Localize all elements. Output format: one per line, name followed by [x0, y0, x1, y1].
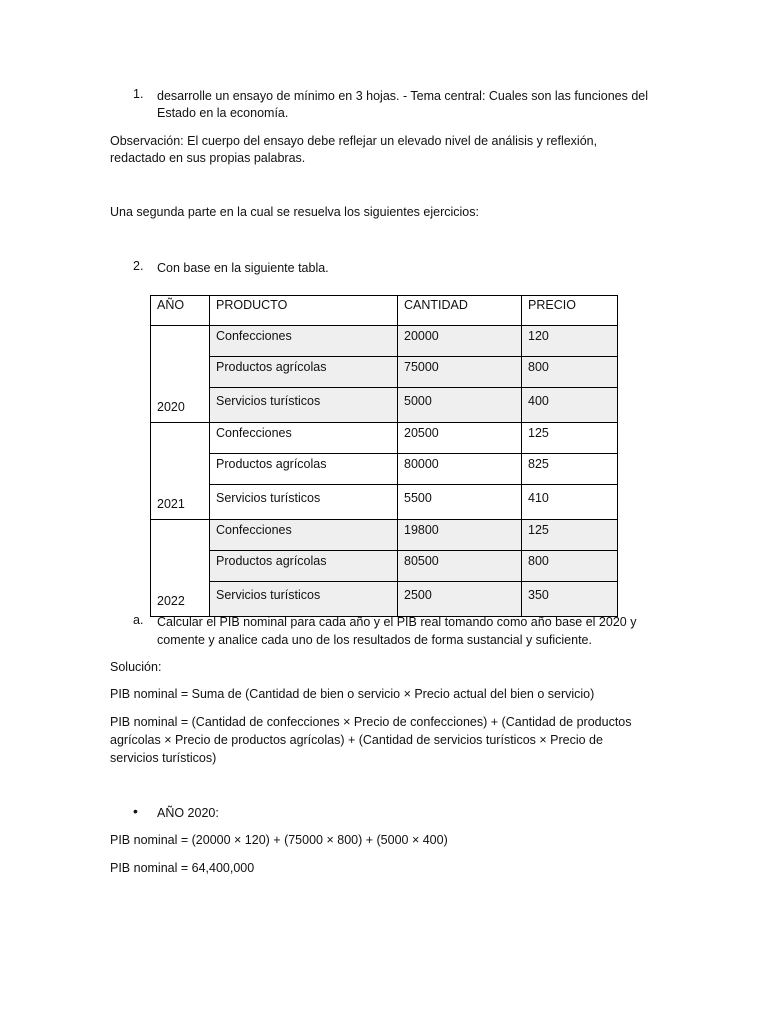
table-header-row [151, 296, 618, 326]
table-row [151, 454, 618, 485]
observation-line2: redactado en sus propias palabras. [110, 151, 306, 165]
product-cell: Productos agrícolas [210, 454, 398, 485]
table-row [151, 357, 618, 388]
price-cell: 125 [522, 423, 618, 454]
bullet-icon: • [133, 803, 138, 819]
second-part-text: Una segunda parte en la cual se resuelva los siguientes ejercicios: [110, 205, 479, 219]
product-cell: Productos agrícolas [210, 551, 398, 582]
quantity-cell: 2500 [398, 582, 522, 617]
price-cell: 410 [522, 485, 618, 520]
price-cell: 350 [522, 582, 618, 617]
product-cell: Servicios turísticos [210, 485, 398, 520]
product-cell: Confecciones [210, 326, 398, 357]
header-product: PRODUCTO [210, 296, 398, 326]
year-cell: 2021 [151, 423, 210, 520]
question-a-line1: Calcular el PIB nominal para cada año y el PIB real tomando como año base el 2020 y [157, 615, 637, 629]
formula-detailed-line1: PIB nominal = (Cantidad de confecciones × Precio de confecciones) + (Cantidad de productos [110, 715, 632, 729]
header-quantity: CANTIDAD [398, 296, 522, 326]
list-number: 2. [133, 259, 144, 273]
header-price: PRECIO [522, 296, 618, 326]
table-row [151, 326, 618, 357]
product-cell: Productos agrícolas [210, 357, 398, 388]
price-cell: 800 [522, 357, 618, 388]
item1-text-line2: Estado en la economía. [157, 106, 289, 120]
table-row [151, 485, 618, 520]
price-cell: 800 [522, 551, 618, 582]
quantity-cell: 5500 [398, 485, 522, 520]
list-letter: a. [133, 613, 144, 627]
table-row [151, 582, 618, 617]
quantity-cell: 5000 [398, 388, 522, 423]
year-heading: AÑO 2020: [157, 806, 219, 820]
item1-text-line1: desarrolle un ensayo de mínimo en 3 hojas. - Tema central: Cuales son las funciones del [157, 89, 649, 103]
price-cell: 825 [522, 454, 618, 485]
formula-detailed-line3: servicios turísticos) [110, 751, 217, 765]
quantity-cell: 20000 [398, 326, 522, 357]
product-cell: Servicios turísticos [210, 582, 398, 617]
table-row [151, 520, 618, 551]
table-row [151, 551, 618, 582]
table-row [151, 388, 618, 423]
year-cell: 2020 [151, 326, 210, 423]
header-year: AÑO [151, 296, 210, 326]
price-cell: 125 [522, 520, 618, 551]
year-cell: 2022 [151, 520, 210, 617]
price-cell: 400 [522, 388, 618, 423]
quantity-cell: 20500 [398, 423, 522, 454]
observation-line1: Observación: El cuerpo del ensayo debe reflejar un elevado nivel de análisis y reflexión, [110, 134, 598, 148]
quantity-cell: 80500 [398, 551, 522, 582]
product-cell: Confecciones [210, 423, 398, 454]
quantity-cell: 75000 [398, 357, 522, 388]
product-cell: Confecciones [210, 520, 398, 551]
result-line: PIB nominal = 64,400,000 [110, 861, 255, 875]
formula-general: PIB nominal = Suma de (Cantidad de bien o servicio × Precio actual del bien o servicio) [110, 687, 595, 701]
quantity-cell: 19800 [398, 520, 522, 551]
list-number: 1. [133, 87, 144, 101]
quantity-cell: 80000 [398, 454, 522, 485]
price-cell: 120 [522, 326, 618, 357]
question-a-line2: comente y analice cada uno de los resultados de forma sustancial y suficiente. [157, 633, 592, 647]
production-table [150, 295, 618, 617]
item2-text: Con base en la siguiente tabla. [157, 261, 329, 275]
table-row [151, 423, 618, 454]
calculation-line: PIB nominal = (20000 × 120) + (75000 × 800) + (5000 × 400) [110, 833, 448, 847]
formula-detailed-line2: agrícolas × Precio de productos agrícolas) + (Cantidad de servicios turísticos × Precio de [110, 733, 603, 747]
solution-label: Solución: [110, 660, 162, 674]
product-cell: Servicios turísticos [210, 388, 398, 423]
